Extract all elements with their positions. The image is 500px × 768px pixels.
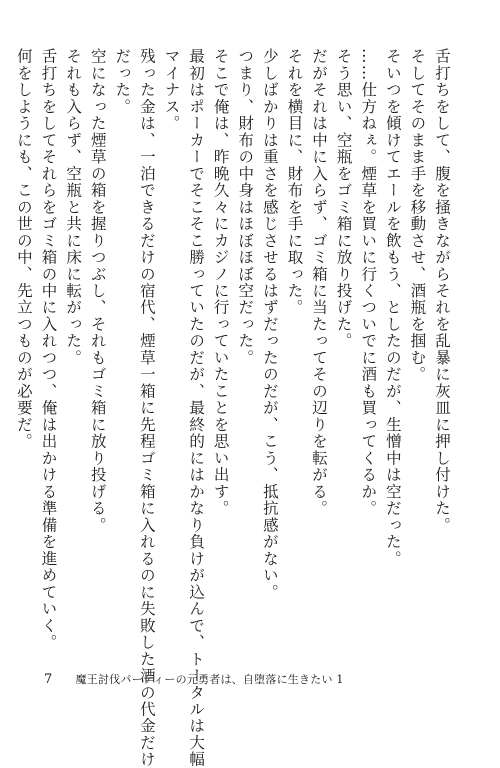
text-line: それを横目に、財布を手に取った。 (285, 48, 304, 316)
text-line: だった。 (113, 48, 132, 115)
text-line: 舌打ちをしてそれらをゴミ箱の中に入れつつ、俺は出かける準備を進めていく。 (39, 48, 58, 651)
book-title: 魔王討伐パーティーの元勇者は、自堕落に生きたい 1 (75, 673, 344, 686)
text-line: だがそれは中に入らず、ゴミ箱に当たってその辺りを転がる。 (310, 48, 329, 517)
text-line: 最初はポーカーでそこそこ勝っていたのだが、最終的にはかなり負けが込んで、トータルは大幅 (187, 48, 206, 768)
text-line: マイナス。 (162, 48, 181, 132)
text-line: 残った金は、一泊できるだけの宿代、煙草一箱に先程ゴミ箱に入れるのに失敗した酒の代金だけ (137, 48, 156, 768)
text-line: そいつを傾けてエールを飲もう、としたのだが、生憎中は空だった。 (383, 48, 402, 567)
text-line: 空になった煙草の箱を握りつぶし、それもゴミ箱に放り投げる。 (88, 48, 107, 534)
text-line: そしてそのまま手を移動させ、酒瓶を掴む。 (408, 48, 427, 383)
text-line: それも入らず、空瓶と共に床に転がった。 (64, 48, 83, 367)
text-line: つまり、財布の中身はほぼほぼ空だった。 (236, 48, 255, 367)
text-line: そう思い、空瓶をゴミ箱に放り投げた。 (334, 48, 353, 350)
text-line: 少しばかりは重さを感じさせるはずだったのだが、こう、抵抗感がない。 (260, 48, 279, 601)
page-footer (44, 670, 464, 690)
text-line: 何をしようにも、この世の中、先立つものが必要だ。 (14, 48, 33, 450)
text-line: 舌打ちをして、腹を掻きながらそれを乱暴に灰皿に押し付けた。 (433, 48, 451, 534)
text-line: そこで俺は、昨晩久々にカジノに行っていたことを思い出す。 (211, 48, 230, 517)
text-line: ……仕方ねぇ。煙草を買いに行くついでに酒も買ってくるか。 (359, 48, 378, 517)
page-number: 7 (44, 672, 53, 687)
